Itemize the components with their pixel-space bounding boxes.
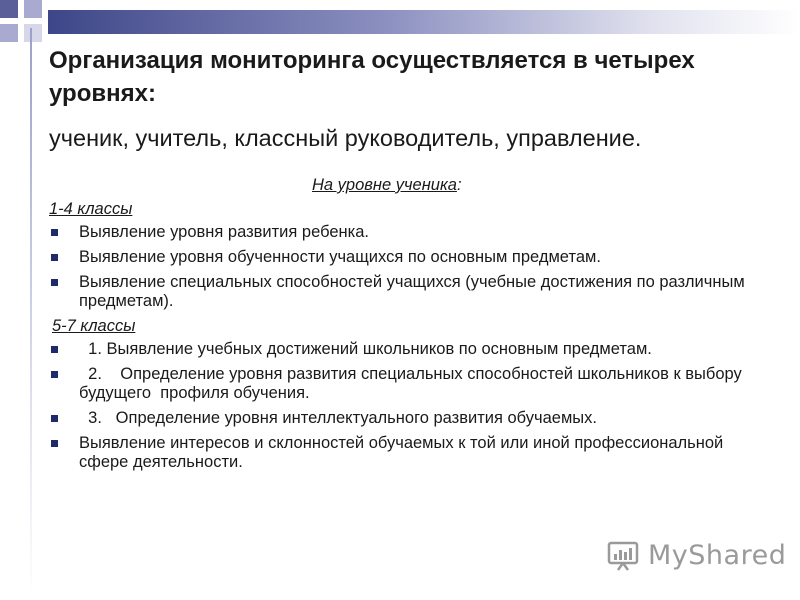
square-bullet-icon (51, 440, 58, 447)
section-list-1-4 (49, 223, 769, 317)
list-item (49, 434, 769, 472)
list-item (49, 273, 769, 311)
square-bullet-icon (51, 254, 58, 261)
level-heading (312, 176, 462, 195)
myshared-logo-icon (606, 537, 642, 573)
level-heading-colon: : (456, 176, 462, 194)
decor-square (24, 24, 42, 42)
decor-square (24, 0, 42, 18)
list-item-text: Выявление уровня развития ребенка. (79, 223, 369, 241)
list-item (49, 409, 769, 428)
square-bullet-icon (51, 229, 58, 236)
square-bullet-icon (51, 415, 58, 422)
left-divider-line (30, 28, 32, 600)
watermark-text: MyShared (648, 539, 787, 571)
square-bullet-icon (51, 346, 58, 353)
list-item (49, 248, 769, 267)
square-bullet-icon (51, 279, 58, 286)
list-item-text: 2. Определение уровня развития специальных способностей школьников к выбору будущего профиля обучения. (79, 365, 747, 402)
decor-square (0, 24, 18, 42)
section-list-5-7 (49, 340, 769, 478)
list-item-text: Выявление уровня обученности учащихся по основным предметам. (79, 248, 601, 266)
section-label-1-4: 1-4 классы (49, 200, 133, 218)
list-item-text: 3. Определение уровня интеллектуального развития обучаемых. (79, 409, 597, 427)
square-bullet-icon (51, 371, 58, 378)
header-gradient-bar (48, 10, 800, 34)
slide-title: Организация мониторинга осуществляется в четырех уровнях: (49, 47, 695, 107)
decor-square (0, 0, 18, 18)
list-item (49, 365, 769, 403)
slide-subtitle: ученик, учитель, классный руководитель, управление. (49, 125, 642, 151)
list-item (49, 223, 769, 242)
level-heading-text: На уровне ученика (312, 176, 457, 194)
list-item (49, 340, 769, 359)
list-item-text: Выявление специальных способностей учащихся (учебные достижения по различным предметам). (79, 273, 750, 310)
list-item-text: Выявление интересов и склонностей обучаемых к той или иной профессиональной сфере деятельности. (79, 434, 728, 471)
section-label-5-7: 5-7 классы (52, 317, 136, 335)
myshared-watermark (606, 537, 786, 573)
list-item-text: 1. Выявление учебных достижений школьников по основным предметам. (79, 340, 652, 358)
